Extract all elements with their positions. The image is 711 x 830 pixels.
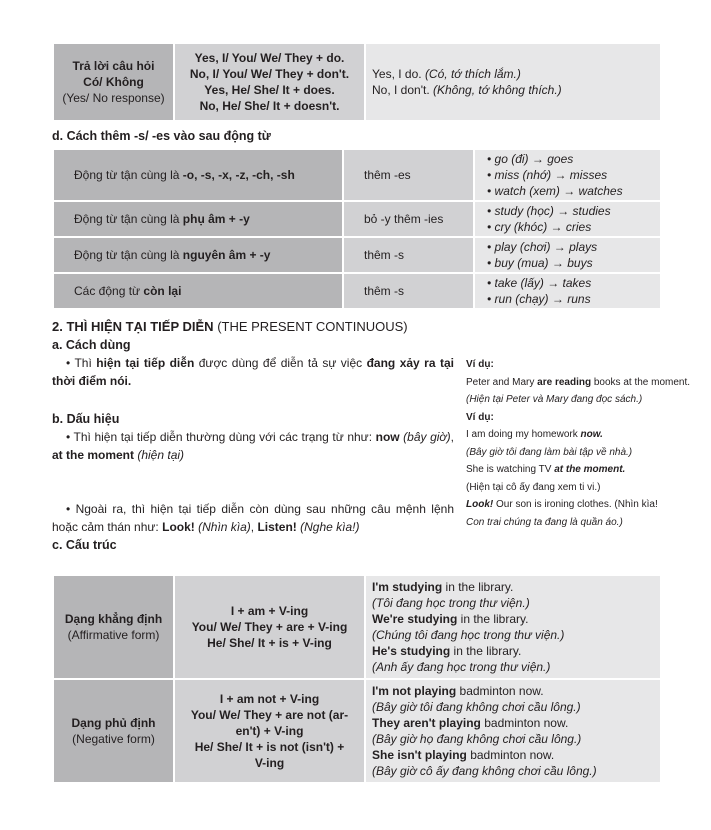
yes-no-form: No, I/ You/ We/ They + don't. xyxy=(189,67,350,81)
structure-examples-cell xyxy=(365,679,661,783)
text-bold: Look! xyxy=(162,520,195,534)
example-en: No, I don't. xyxy=(372,83,430,97)
text-bold: now xyxy=(375,430,400,444)
example: • study (học) → studies xyxy=(487,204,611,218)
structure-label-title: Dạng khẳng định xyxy=(64,612,163,626)
structure-label-sub: (Negative form) xyxy=(72,732,155,746)
structure-example-vi: (Tôi đang học trong thư viện.) xyxy=(372,596,530,610)
section-2-title-bold: 2. THÌ HIỆN TẠI TIẾP DIỄN xyxy=(52,319,214,334)
example: • miss (nhớ) → misses xyxy=(487,168,608,182)
structure-examples-cell xyxy=(365,575,661,679)
structure-form: He/ She/ It + is not (isn't) + xyxy=(194,740,345,754)
s-es-row xyxy=(53,273,661,309)
example-b2-vi: (Hiện tại cô ấy đang xem ti vi.) xyxy=(466,481,601,493)
rule-bold: phụ âm + -y xyxy=(182,212,250,226)
right-column xyxy=(466,356,692,531)
section-b-heading: b. Dấu hiệu xyxy=(52,412,120,426)
structure-example xyxy=(372,643,660,659)
section-2-title xyxy=(52,318,660,336)
yes-no-form: Yes, I/ You/ We/ They + do. xyxy=(194,51,345,65)
example: • run (chạy) → runs xyxy=(487,292,591,306)
text-bold: I'm not playing xyxy=(372,684,457,698)
example-label: Ví dụ: xyxy=(466,411,494,423)
text: • Thì xyxy=(66,356,97,370)
examples-cell xyxy=(474,273,661,309)
text: được dùng để diễn tả sự việc xyxy=(194,356,367,370)
yes-no-label-cell xyxy=(53,43,174,121)
structure-form: You/ We/ They + are + V-ing xyxy=(191,620,348,634)
text: badminton now. xyxy=(456,684,544,698)
example: • play (chơi) → plays xyxy=(487,240,598,254)
examples-cell xyxy=(474,149,661,201)
text: Our son is ironing clothes. (Nhìn kìa! xyxy=(493,499,658,510)
yes-no-form: Yes, He/ She/ It + does. xyxy=(204,83,335,97)
rule-bold: còn lại xyxy=(143,284,182,298)
rule-cell xyxy=(53,149,343,201)
text-bold: He's studying xyxy=(372,644,451,658)
yes-no-label-title: Trả lời câu hỏi Có/ Không xyxy=(72,59,155,89)
yes-no-table xyxy=(52,42,662,122)
text: • Ngoài ra, thì hiện tại tiếp diễn còn dùng sau những câu mệnh lệnh hoặc cảm thán như: xyxy=(52,502,454,534)
examples-cell xyxy=(474,237,661,273)
rule-text: Động từ tận cùng là xyxy=(74,248,183,262)
yes-no-examples-cell xyxy=(365,43,661,121)
text: in the library. xyxy=(457,612,529,626)
text-bold-italic: now. xyxy=(580,429,603,440)
text-italic: (hiện tại) xyxy=(134,448,185,462)
structure-example xyxy=(372,747,660,763)
action-cell: thêm -s xyxy=(343,237,474,273)
example-vi: (Có, tớ thích lắm.) xyxy=(424,67,521,81)
structure-forms-cell xyxy=(174,575,365,679)
example-b1 xyxy=(466,426,692,444)
rule-cell xyxy=(53,201,343,237)
rule-text: Động từ tận cùng là xyxy=(74,168,183,182)
structure-form: He/ She/ It + is + V-ing xyxy=(207,636,332,650)
text-italic: (bây giờ) xyxy=(399,430,451,444)
example-b3 xyxy=(466,496,692,514)
yes-no-row xyxy=(53,43,661,121)
structure-row-negative xyxy=(53,679,661,783)
example: • go (đi) → goes xyxy=(487,152,574,166)
text-bold-italic: Look! xyxy=(466,499,494,510)
example: • take (lấy) → takes xyxy=(487,276,592,290)
text-italic: (Nhìn kìa) xyxy=(194,520,251,534)
section-b-text-1 xyxy=(52,428,454,464)
section-a-heading: a. Cách dùng xyxy=(52,338,131,352)
text: , xyxy=(450,430,455,444)
text: badminton now. xyxy=(480,716,569,730)
example-a xyxy=(466,374,692,409)
example-label: Ví dụ: xyxy=(466,359,494,370)
section-c-heading: c. Cấu trúc xyxy=(52,538,117,552)
text: in the library. xyxy=(442,580,514,594)
s-es-row xyxy=(53,237,661,273)
text-bold: She isn't playing xyxy=(372,748,467,762)
structure-example-vi: (Chúng tôi đang học trong thư viện.) xyxy=(372,628,565,642)
action-cell: thêm -s xyxy=(343,273,474,309)
s-es-table xyxy=(52,148,662,310)
yes-no-example xyxy=(372,82,660,98)
example-b3-vi: Con trai chúng ta đang là quần áo.) xyxy=(466,516,623,528)
left-column xyxy=(52,336,454,554)
example: • watch (xem) → watches xyxy=(487,184,623,198)
example-en: Yes, I do. xyxy=(372,67,422,81)
structure-example-vi: (Bây giờ cô ấy đang không chơi cầu lông.) xyxy=(372,764,597,778)
section-a-text xyxy=(52,354,454,390)
text-bold: are reading xyxy=(537,376,592,388)
text: Peter and Mary xyxy=(466,376,538,388)
text: in the library. xyxy=(450,644,522,658)
structure-example-vi: (Bây giờ tôi đang không chơi cầu lông.) xyxy=(372,700,581,714)
section-2-body xyxy=(52,336,691,574)
structure-table xyxy=(52,574,662,784)
rule-bold: nguyên âm + -y xyxy=(182,248,271,262)
yes-no-forms-cell xyxy=(174,43,365,121)
structure-form: V-ing xyxy=(254,756,285,770)
page xyxy=(52,42,691,784)
yes-no-label-sub: (Yes/ No response) xyxy=(62,91,165,105)
rule-text: Động từ tận cùng là xyxy=(74,212,183,226)
text: badminton now. xyxy=(466,748,555,762)
structure-example-vi: (Bây giờ họ đang không chơi cầu lông.) xyxy=(372,732,582,746)
yes-no-example xyxy=(372,66,660,82)
text-bold: We're studying xyxy=(372,612,458,626)
structure-example xyxy=(372,683,660,699)
section-d-title: d. Cách thêm -s/ -es vào sau động từ xyxy=(52,129,271,143)
structure-label-cell xyxy=(53,679,174,783)
structure-forms-cell xyxy=(174,679,365,783)
text: • Thì hiện tại tiếp diễn thường dùng với các trạng từ như: xyxy=(66,430,376,444)
section-2-title-plain: (THE PRESENT CONTINUOUS) xyxy=(217,319,408,334)
example-vi: (Không, tớ không thích.) xyxy=(433,83,562,97)
structure-form: I + am not + V-ing xyxy=(219,692,320,706)
example: • buy (mua) → buys xyxy=(487,256,593,270)
structure-label-cell xyxy=(53,575,174,679)
rule-text: Các động từ xyxy=(74,284,144,298)
text-bold: at the moment xyxy=(52,448,135,462)
text-bold: I'm studying xyxy=(372,580,443,594)
text-italic: (Nghe kìa!) xyxy=(296,520,360,534)
structure-form: You/ We/ They + are not (ar- xyxy=(190,708,349,722)
action-cell: thêm -es xyxy=(343,149,474,201)
examples-cell xyxy=(474,201,661,237)
text-bold: Listen! xyxy=(257,520,297,534)
example: • cry (khóc) → cries xyxy=(487,220,592,234)
structure-label-sub: (Affirmative form) xyxy=(67,628,160,642)
section-b-text-2 xyxy=(52,500,454,536)
rule-bold: -o, -s, -x, -z, -ch, -sh xyxy=(182,168,295,182)
text-bold: They aren't playing xyxy=(372,716,481,730)
text: books at the moment. xyxy=(591,376,691,388)
text-bold: hiện tại tiếp diễn xyxy=(96,356,195,370)
text-italic: (Hiện tại Peter và Mary đang đọc sách.) xyxy=(466,394,643,405)
s-es-row xyxy=(53,201,661,237)
structure-row-affirmative xyxy=(53,575,661,679)
yes-no-form: No, He/ She/ It + doesn't. xyxy=(199,99,340,113)
rule-cell xyxy=(53,237,343,273)
structure-example xyxy=(372,611,660,627)
structure-example-vi: (Anh ấy đang học trong thư viện.) xyxy=(372,660,551,674)
text: , xyxy=(250,520,258,534)
text: She is watching TV xyxy=(466,464,555,475)
structure-label-title: Dạng phủ định xyxy=(71,716,156,730)
structure-example xyxy=(372,579,660,595)
example-b1-vi: (Bây giờ tôi đang làm bài tập về nhà.) xyxy=(466,446,633,458)
text-bold-italic: at the moment. xyxy=(554,464,626,475)
rule-cell xyxy=(53,273,343,309)
text-bold: đang xảy ra tại thời điểm nói. xyxy=(52,356,454,388)
structure-example xyxy=(372,715,660,731)
text: I am doing my homework xyxy=(466,429,581,440)
structure-form: en't) + V-ing xyxy=(235,724,304,738)
structure-form: I + am + V-ing xyxy=(230,604,309,618)
example-b2 xyxy=(466,461,692,479)
action-cell: bỏ -y thêm -ies xyxy=(343,201,474,237)
s-es-row xyxy=(53,149,661,201)
